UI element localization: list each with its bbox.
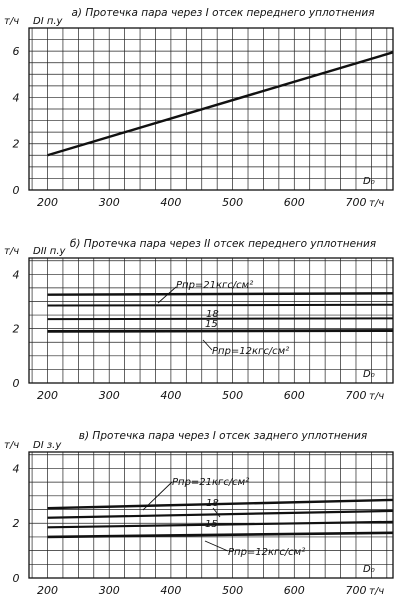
series-annotation: 15 [205, 519, 218, 530]
y-tick-label: 0 [12, 377, 20, 390]
x-tick-label: 400 [160, 389, 182, 402]
x-tick-label: 700 [345, 584, 367, 597]
y-tick-label: 4 [12, 91, 20, 105]
x-tick-label: 200 [37, 196, 59, 209]
y-tick-label: 4 [12, 462, 20, 476]
y-axis-label: DI з.у [33, 440, 62, 451]
series-annotation: 18 [206, 498, 219, 509]
x-tick-label: 700 [345, 196, 367, 209]
y-tick-label: 4 [12, 268, 20, 282]
series-annotation: Pпр=21кгс/см² [176, 280, 254, 291]
x-tick-label: 300 [98, 196, 120, 209]
x-tick-label: 300 [98, 389, 120, 402]
annotation-leader [205, 541, 228, 551]
x-tick-label: 500 [222, 584, 244, 597]
chart-title: а) Протечка пара через I отсек переднего уплотнения [71, 7, 375, 19]
x-tick-label: 600 [283, 389, 305, 402]
x-tick-label: 500 [222, 196, 244, 209]
series-annotation: Pпр=12кгс/см² [212, 346, 290, 357]
grid-lines [29, 28, 393, 190]
x-axis-unit: т/ч [369, 391, 385, 402]
x-axis-label: D₀ [363, 369, 375, 380]
y-tick-label: 0 [12, 184, 20, 197]
y-axis-unit: т/ч [4, 16, 20, 27]
chart-title: б) Протечка пара через II отсек переднего уплотнения [69, 238, 377, 250]
chart-panel-3 [4, 430, 393, 597]
series-line-4 [48, 331, 393, 332]
chart-panel-1 [4, 7, 393, 209]
y-axis-label: DI п.у [33, 16, 63, 27]
chart-title: в) Протечка пара через I отсек заднего уплотнения [78, 430, 368, 442]
series-annotation: Pпр=12кгс/см² [228, 547, 306, 558]
x-tick-label: 700 [345, 389, 367, 402]
series-annotation: 18 [206, 309, 219, 320]
y-tick-label: 6 [12, 45, 20, 59]
chart-panel-2 [4, 238, 393, 402]
series-line-2 [48, 305, 393, 306]
x-tick-label: 300 [98, 584, 120, 597]
x-tick-label: 200 [37, 584, 59, 597]
series-annotation: Pпр=21кгс/см² [172, 477, 250, 488]
x-axis-label: D₀ [363, 564, 375, 575]
x-tick-label: 600 [283, 196, 305, 209]
y-axis-label: DII п.у [33, 246, 66, 257]
y-tick-label: 0 [12, 572, 20, 585]
series-line-3 [48, 522, 393, 527]
x-tick-label: 400 [160, 584, 182, 597]
series-line-4 [48, 533, 393, 537]
y-axis-unit: т/ч [4, 440, 20, 451]
y-axis-unit: т/ч [4, 246, 20, 257]
series-annotation: 15 [205, 319, 218, 330]
y-tick-label: 2 [12, 322, 20, 336]
annotation-leader [203, 340, 212, 350]
series-line-3 [48, 318, 393, 319]
series-line-1 [48, 500, 393, 508]
x-tick-label: 200 [37, 389, 59, 402]
x-axis-unit: т/ч [369, 586, 385, 597]
series-line-1 [48, 293, 393, 294]
y-tick-label: 2 [12, 517, 20, 531]
x-tick-label: 400 [160, 196, 182, 209]
y-tick-label: 2 [12, 137, 20, 151]
x-tick-label: 500 [222, 389, 244, 402]
x-axis-label: D₀ [363, 176, 375, 187]
series-line [48, 52, 393, 155]
x-axis-unit: т/ч [369, 198, 385, 209]
x-tick-label: 600 [283, 584, 305, 597]
